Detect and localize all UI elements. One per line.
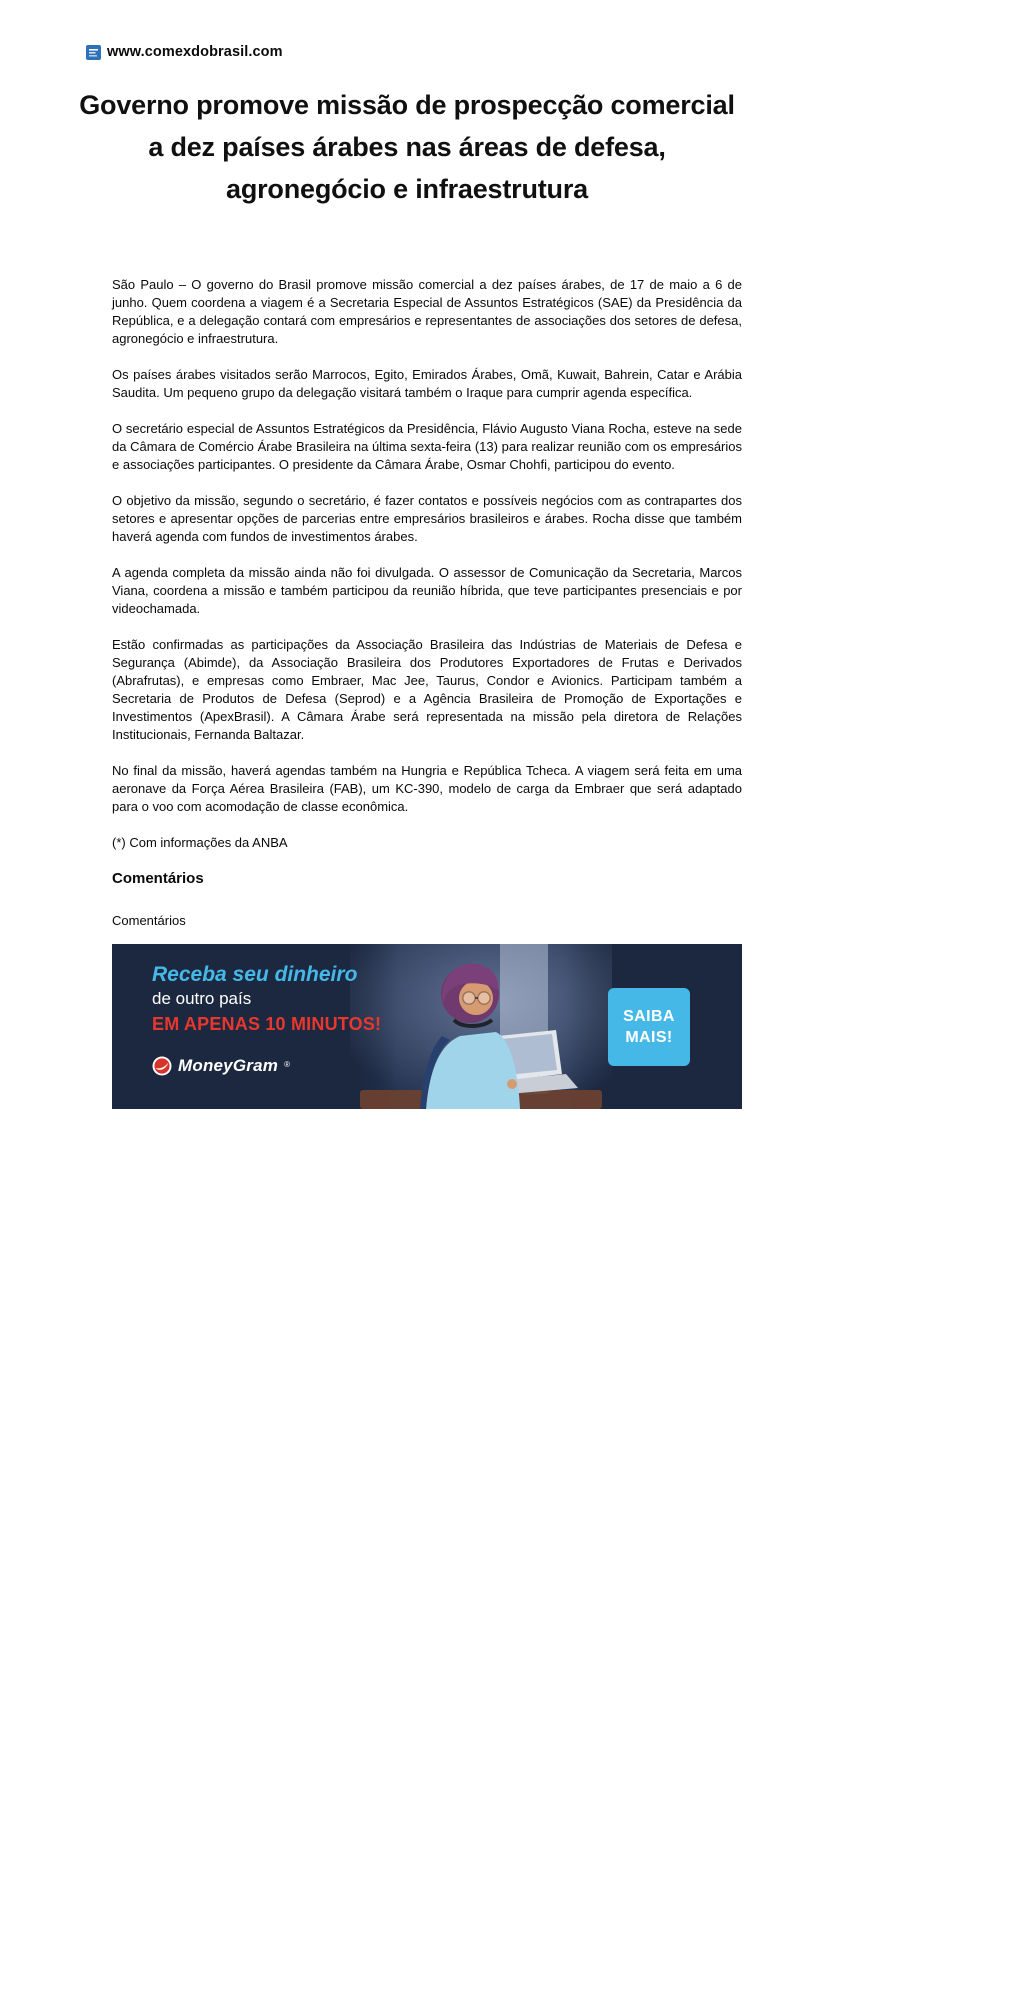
article-paragraph-1: São Paulo – O governo do Brasil promove missão comercial a dez países árabes, de 17 de maio a 6 de junho. Quem coordena a viagem é a Secretaria Especial de Assuntos Estratégicos (SAE) da Presidência da República, e a delegação contará com empresários e representantes de associações dos setores de defesa, agronegócio e infraestrutura. xyxy=(112,277,742,346)
site-favicon-icon xyxy=(86,45,101,60)
source-note: (*) Com informações da ANBA xyxy=(112,835,288,850)
moneygram-globe-icon xyxy=(152,1056,172,1076)
ad-subline: de outro país xyxy=(152,989,252,1008)
comments-label: Comentários xyxy=(112,913,186,928)
saiba-mais-button[interactable] xyxy=(608,988,690,1066)
article-title-line-3: agronegócio e infraestrutura xyxy=(226,174,588,204)
ad-highlight: EM APENAS 10 MINUTOS! xyxy=(152,1014,382,1034)
site-header xyxy=(86,44,283,60)
article-paragraph-3: O secretário especial de Assuntos Estratégicos da Presidência, Flávio Augusto Viana Rocha, esteve na sede da Câmara de Comércio Árabe Brasileira na última sexta-feira (13) para realizar reunião com os empresários e associações participantes. O presidente da Câmara Árabe, Osmar Chohfi, participou do evento. xyxy=(112,421,742,472)
article-title xyxy=(72,84,742,210)
article-paragraph-2: Os países árabes visitados serão Marrocos, Egito, Emirados Árabes, Omã, Kuwait, Bahrein, Catar e Arábia Saudita. Um pequeno grupo da delegação visitará também o Iraque para cumprir agenda específica. xyxy=(112,367,742,400)
article-paragraph-5: A agenda completa da missão ainda não foi divulgada. O assessor de Comunicação da Secretaria, Marcos Viana, coordena a missão e também participou da reunião híbrida, que teve participantes presenciais e por videochamada. xyxy=(112,565,742,616)
article-title-line-1: Governo promove missão de prospecção comercial xyxy=(79,90,735,120)
ad-text xyxy=(152,962,381,1076)
registered-mark: ® xyxy=(284,1060,290,1069)
article-body xyxy=(112,276,742,1109)
article-paragraph-4: O objetivo da missão, segundo o secretário, é fazer contatos e possíveis negócios com as contrapartes dos setores e apresentar opções de parcerias entre empresários brasileiros e árabes. Rocha disse que também haverá agenda com fundos de investimentos árabes. xyxy=(112,493,742,544)
article-title-line-2: a dez países árabes nas áreas de defesa, xyxy=(148,132,666,162)
ad-photo xyxy=(350,944,612,1109)
moneygram-logo xyxy=(152,1056,381,1076)
cta-line-2: MAIS! xyxy=(625,1029,673,1046)
article-paragraph-7: No final da missão, haverá agendas também na Hungria e República Tcheca. A viagem será feita em uma aeronave da Força Aérea Brasileira (FAB), um KC-390, modelo de carga da Embraer que será adaptado para o voo com acomodação de classe econômica. xyxy=(112,763,742,814)
ad-headline: Receba seu dinheiro xyxy=(152,963,358,986)
comments-heading: Comentários xyxy=(112,870,204,887)
article-paragraph-6: Estão confirmadas as participações da Associação Brasileira das Indústrias de Materiais de Defesa e Segurança (Abimde), da Associação Brasileira dos Produtores Exportadores de Frutas e Derivados (Abrafrutas), e empresas como Embraer, Mac Jee, Taurus, Condor e Avionics. Participam também a Secretaria de Produtos de Defesa (Seprod) e a Agência Brasileira de Promoção de Exportações e Investimentos (ApexBrasil). A Câmara Árabe será representada na missão pela diretora de Relações Institucionais, Fernanda Baltazar. xyxy=(112,637,742,742)
site-url: www.comexdobrasil.com xyxy=(107,44,283,60)
cta-line-1: SAIBA xyxy=(623,1008,675,1025)
brand-name: MoneyGram xyxy=(178,1056,279,1075)
moneygram-ad-banner[interactable] xyxy=(112,944,742,1109)
